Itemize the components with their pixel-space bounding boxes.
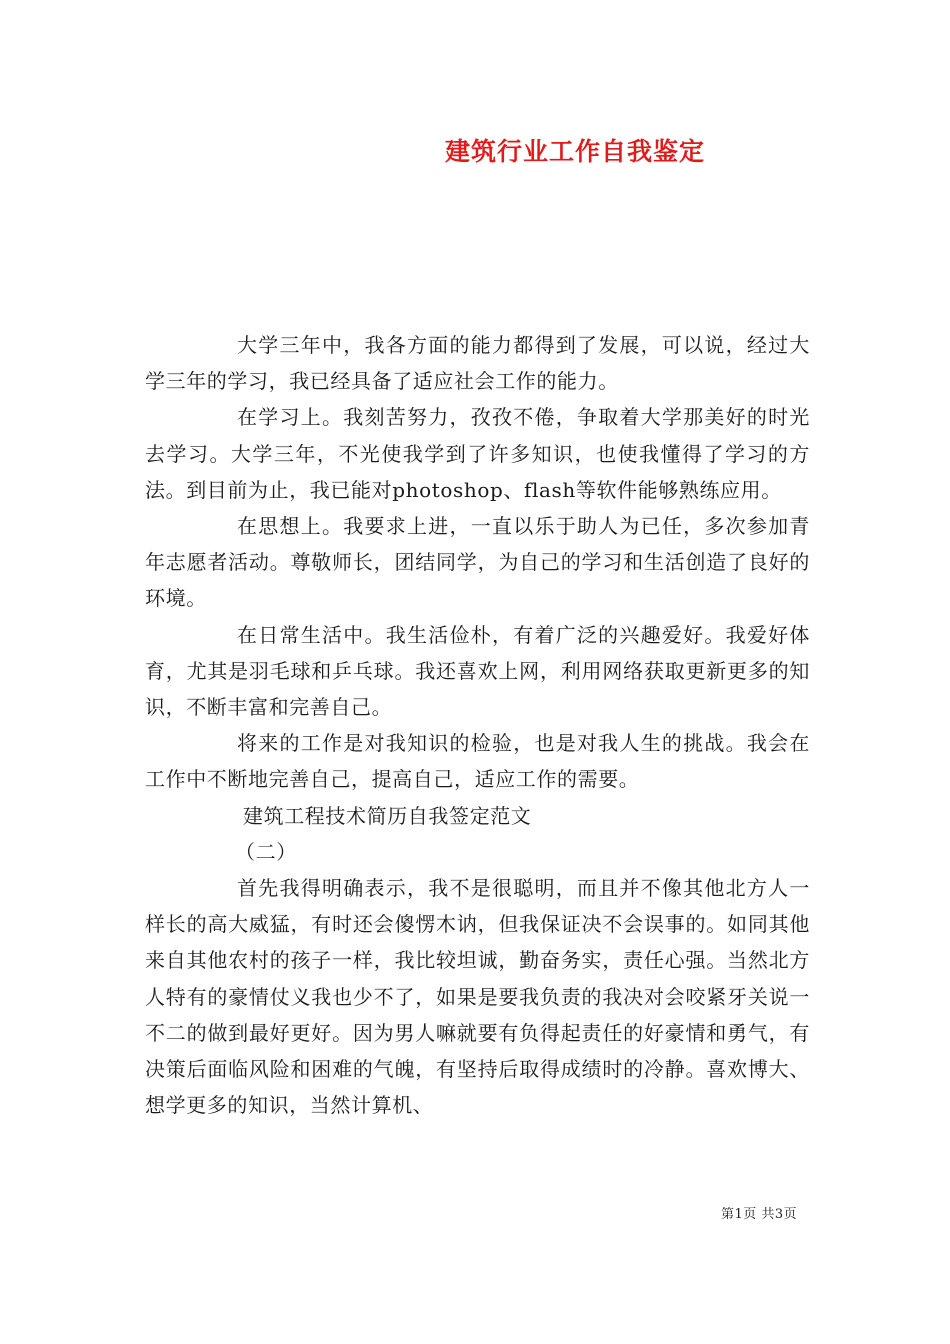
subheading: 建筑工程技术简历自我签定范文: [243, 803, 532, 828]
page-footer: 第1页 共3页: [721, 1207, 798, 1222]
paragraph: 在思想上。我要求上进，一直以乐于助人为已任，多次参加青年志愿者活动。尊敬师长，团结同学，为自己的学习和生活创造了良好的环境。: [145, 514, 810, 611]
paragraph: 将来的工作是对我知识的检验，也是对我人生的挑战。我会在工作中不断地完善自己，提高自己，适应工作的需要。: [145, 731, 810, 792]
document-body: [145, 327, 810, 1123]
document-title: 建筑行业工作自我鉴定: [444, 137, 705, 166]
paragraph: 在学习上。我刻苦努力，孜孜不倦，争取着大学那美好的时光去学习。大学三年，不光使我学到了许多知识，也使我懂得了学习的方法。到目前为止，我已能对photoshop、flash等软件能够熟练应用。: [145, 405, 810, 502]
paragraph: 在日常生活中。我生活俭朴，有着广泛的兴趣爱好。我爱好体育，尤其是羽毛球和乒乓球。我还喜欢上网，利用网络获取更新更多的知识，不断丰富和完善自己。: [145, 622, 810, 720]
section-number: （二）: [235, 839, 297, 864]
paragraph: 首先我得明确表示，我不是很聪明，而且并不像其他北方人一样长的高大威猛，有时还会傻愣木讷，但我保证决不会误事的。如同其他来自其他农村的孩子一样，我比较坦诚，勤奋务实，责任心强。当然北方人特有的豪情仗义我也少不了，如果是要我负责的我决对会咬紧牙关说一不二的做到最好更好。因为男人嘛就要有负得起责任的好豪情和勇气，有决策后面临风险和困难的气魄，有坚持后取得成绩时的冷静。喜欢博大、想学更多的知识，当然计算机、: [145, 876, 810, 1118]
paragraph: 大学三年中，我各方面的能力都得到了发展，可以说，经过大学三年的学习，我已经具备了适应社会工作的能力。: [145, 333, 810, 394]
